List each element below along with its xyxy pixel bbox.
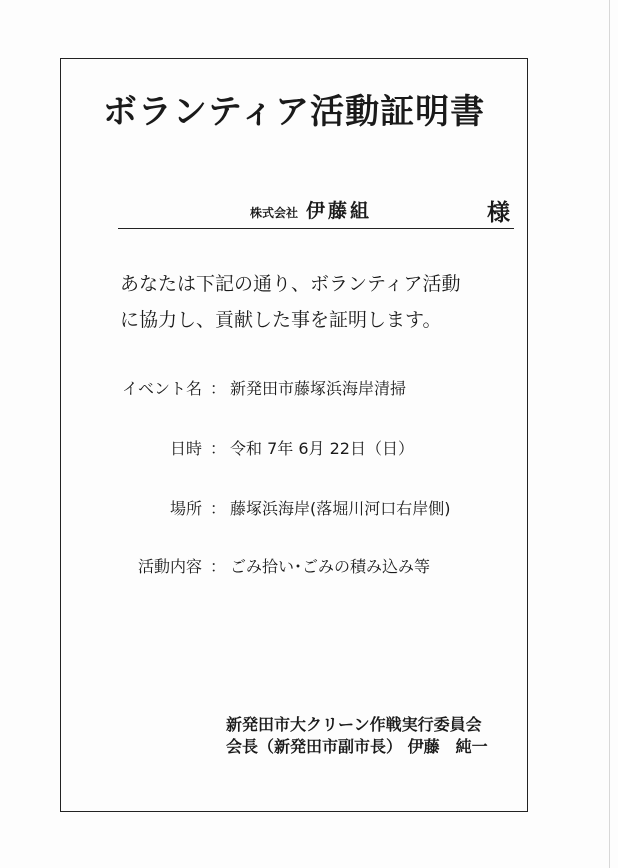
certificate-title: ボランティア活動証明書 <box>102 92 486 132</box>
statement-line-1: あなたは下記の通り、ボランティア活動 <box>120 273 461 295</box>
issuer-signer: 会長（新発田市副市長） 伊藤 純一 <box>226 737 488 756</box>
detail-label: 場所 <box>169 499 202 518</box>
recipient-honorific: 様 <box>487 200 510 226</box>
detail-label: イベント名 <box>121 379 202 398</box>
detail-value: ごみ拾い･ごみの積み込み等 <box>230 557 431 576</box>
detail-label: 日時 <box>169 439 202 458</box>
scan-edge <box>609 0 610 868</box>
detail-row-location <box>60 496 528 522</box>
issuer-signature <box>226 714 516 758</box>
recipient-name: 伊藤組 <box>306 200 373 222</box>
detail-colon: ： <box>210 439 227 458</box>
detail-value: 令和 7年 6月 22日（日） <box>230 439 414 458</box>
issuer-organization: 新発田市大クリーン作戦実行委員会 <box>226 715 482 734</box>
detail-colon: ： <box>210 379 227 398</box>
certificate-statement <box>120 266 520 338</box>
statement-line-2: に協力し、貢献した事を証明します。 <box>120 309 442 331</box>
detail-colon: ： <box>210 499 227 518</box>
detail-row-event-name <box>60 376 528 402</box>
detail-colon: ： <box>210 557 227 576</box>
certificate-border <box>60 58 528 812</box>
recipient-line <box>118 194 514 229</box>
detail-value: 藤塚浜海岸(落堀川河口右岸側) <box>230 499 451 518</box>
detail-row-date <box>60 436 528 462</box>
detail-row-activity <box>60 554 528 580</box>
detail-value: 新発田市藤塚浜海岸清掃 <box>230 379 407 398</box>
detail-label: 活動内容 <box>137 557 202 576</box>
recipient-company-type: 株式会社 <box>250 206 299 220</box>
